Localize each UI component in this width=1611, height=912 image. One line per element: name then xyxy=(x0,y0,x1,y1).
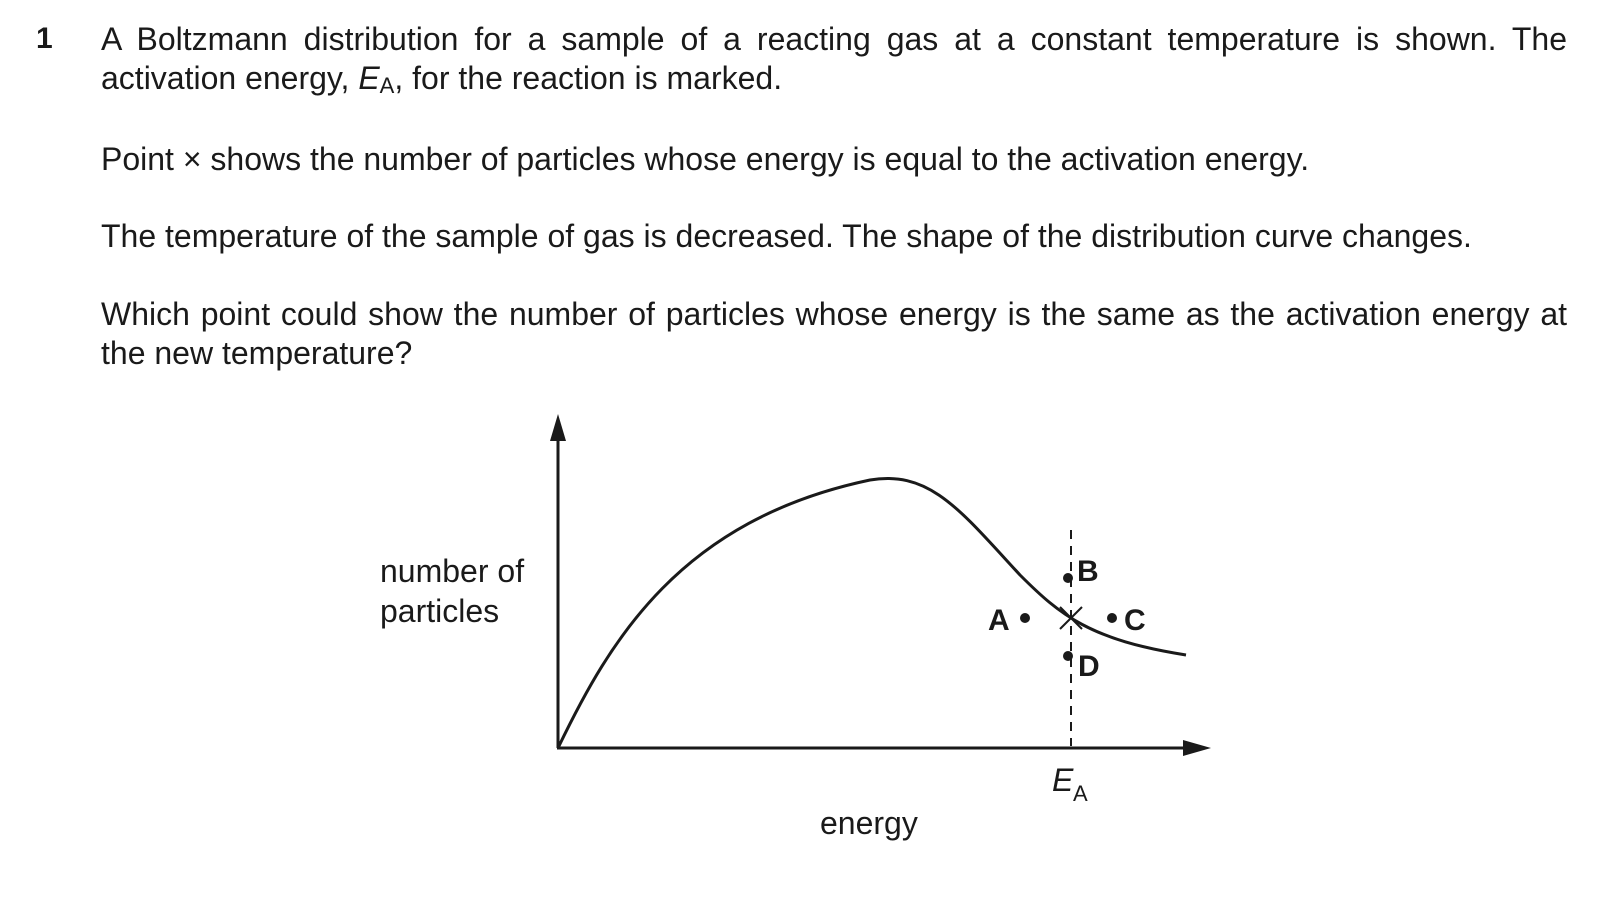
paragraph-1-text-a: A Boltzmann distribution for a sample of a reacting gas at a constant temperature is shown. The activation energy, xyxy=(101,21,1567,96)
y-axis-label-line-2: particles xyxy=(380,593,500,629)
paragraph-1-text-b: , for the reaction is marked. xyxy=(394,60,783,96)
point-c-dot xyxy=(1107,613,1117,623)
point-a-label: A xyxy=(988,604,1010,637)
x-axis-arrowhead xyxy=(1183,740,1211,756)
point-d-label: D xyxy=(1078,650,1100,683)
distribution-curve xyxy=(558,478,1186,748)
x-axis-label: energy xyxy=(820,805,918,841)
point-c-label: C xyxy=(1124,604,1146,637)
point-b-dot xyxy=(1063,573,1073,583)
y-axis-label-line-1: number of xyxy=(380,553,525,589)
point-b-label: B xyxy=(1077,555,1099,588)
point-a-dot xyxy=(1020,613,1030,623)
cross-symbol: × xyxy=(182,141,202,177)
y-axis-arrowhead xyxy=(550,414,566,441)
question-number: 1 xyxy=(36,22,53,55)
question-paragraph-4: Which point could show the number of particles whose energy is the same as the activation energy at the new temperature? xyxy=(101,296,1567,371)
point-d-dot xyxy=(1063,651,1073,661)
ea-subscript: A xyxy=(379,73,395,98)
ea-main: E xyxy=(358,60,380,96)
paragraph-2-text-a: Point xyxy=(101,141,183,177)
question-paragraph-3: The temperature of the sample of gas is decreased. The shape of the distribution curve changes. xyxy=(101,218,1472,254)
ea-axis-label-subscript: A xyxy=(1073,781,1088,806)
ea-axis-label: E xyxy=(1052,762,1074,798)
paragraph-2-text-b: shows the number of particles whose energy is equal to the activation energy. xyxy=(201,141,1310,177)
